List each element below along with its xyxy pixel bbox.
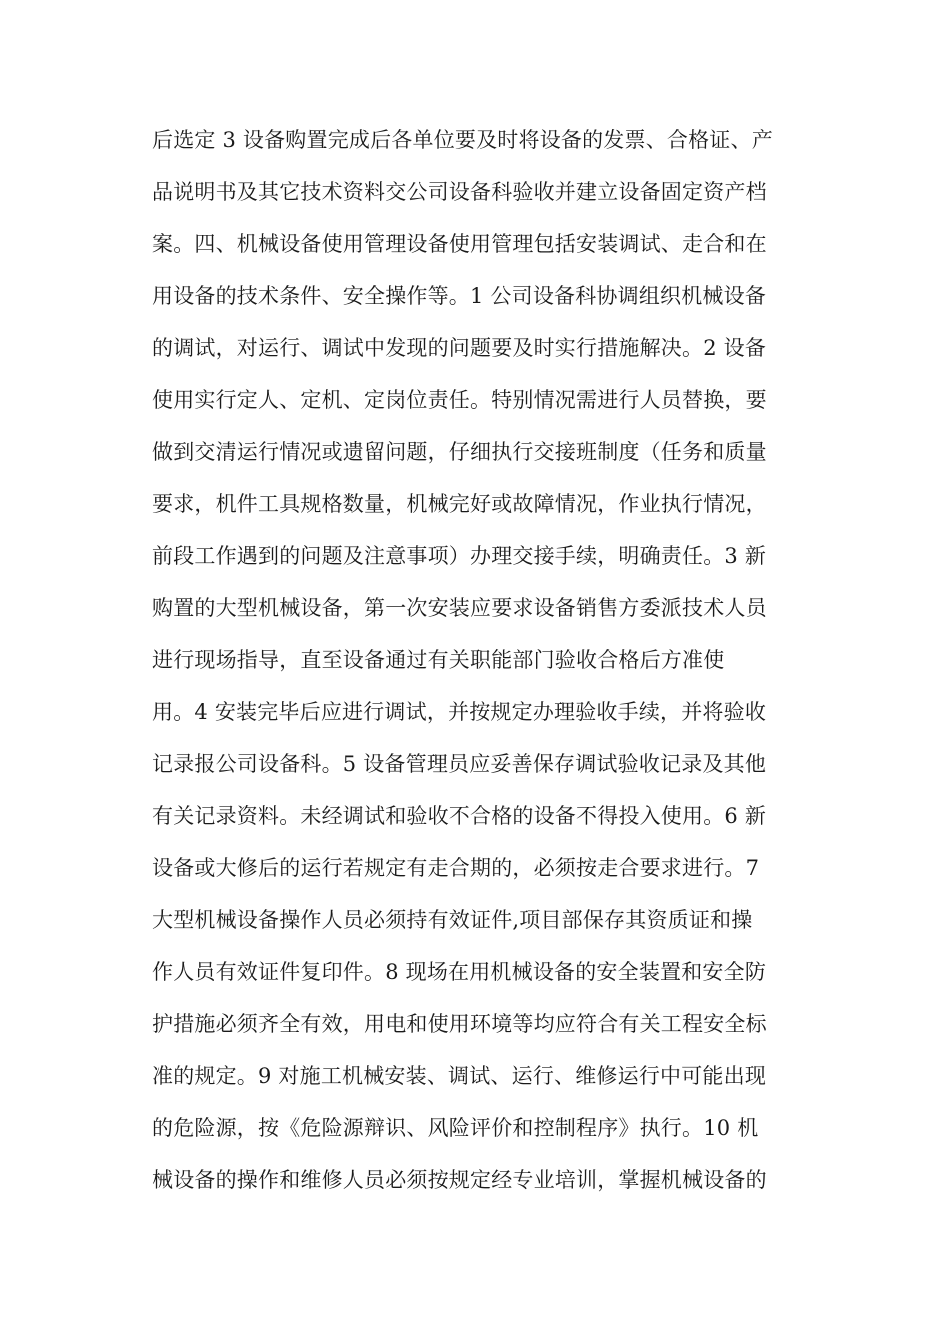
text-line: 的危险源，按《危险源辩识、风险评价和控制程序》执行。10 机 (152, 1116, 759, 1140)
text-line: 设备或大修后的运行若规定有走合期的，必须按走合要求进行。7 (152, 856, 760, 880)
text-line: 要求，机件工具规格数量，机械完好或故障情况，作业执行情况， (152, 492, 767, 516)
text-line: 进行现场指导，直至设备通过有关职能部门验收合格后方准使 (152, 648, 725, 672)
text-line: 后选定 3 设备购置完成后各单位要及时将设备的发票、合格证、产 (152, 128, 773, 152)
text-line: 用。4 安装完毕后应进行调试，并按规定办理验收手续，并将验收 (152, 700, 767, 724)
text-line: 护措施必须齐全有效，用电和使用环境等均应符合有关工程安全标 (152, 1012, 767, 1036)
text-line: 做到交清运行情况或遗留问题，仔细执行交接班制度（任务和质量 (152, 440, 767, 464)
text-line: 大型机械设备操作人员必须持有效证件,项目部保存其资质证和操 (152, 908, 753, 932)
text-line: 的调试，对运行、调试中发现的问题要及时实行措施解决。2 设备 (152, 336, 767, 360)
text-line: 购置的大型机械设备，第一次安装应要求设备销售方委派技术人员 (152, 596, 767, 620)
text-line: 准的规定。9 对施工机械安装、调试、运行、维修运行中可能出现 (152, 1064, 767, 1088)
text-line: 用设备的技术条件、安全操作等。1 公司设备科协调组织机械设备 (152, 284, 767, 308)
text-line: 前段工作遇到的问题及注意事项）办理交接手续，明确责任。3 新 (152, 544, 767, 568)
text-line: 记录报公司设备科。5 设备管理员应妥善保存调试验收记录及其他 (152, 752, 767, 776)
text-line: 使用实行定人、定机、定岗位责任。特别情况需进行人员替换，要 (152, 388, 767, 412)
text-line: 品说明书及其它技术资料交公司设备科验收并建立设备固定资产档 (152, 180, 767, 204)
body-text (152, 114, 812, 1206)
text-line: 作人员有效证件复印件。8 现场在用机械设备的安全装置和安全防 (152, 960, 767, 984)
text-line: 械设备的操作和维修人员必须按规定经专业培训，掌握机械设备的 (152, 1168, 767, 1192)
text-line: 有关记录资料。未经调试和验收不合格的设备不得投入使用。6 新 (152, 804, 767, 828)
text-line: 案。四、机械设备使用管理设备使用管理包括安装调试、走合和在 (152, 232, 767, 256)
